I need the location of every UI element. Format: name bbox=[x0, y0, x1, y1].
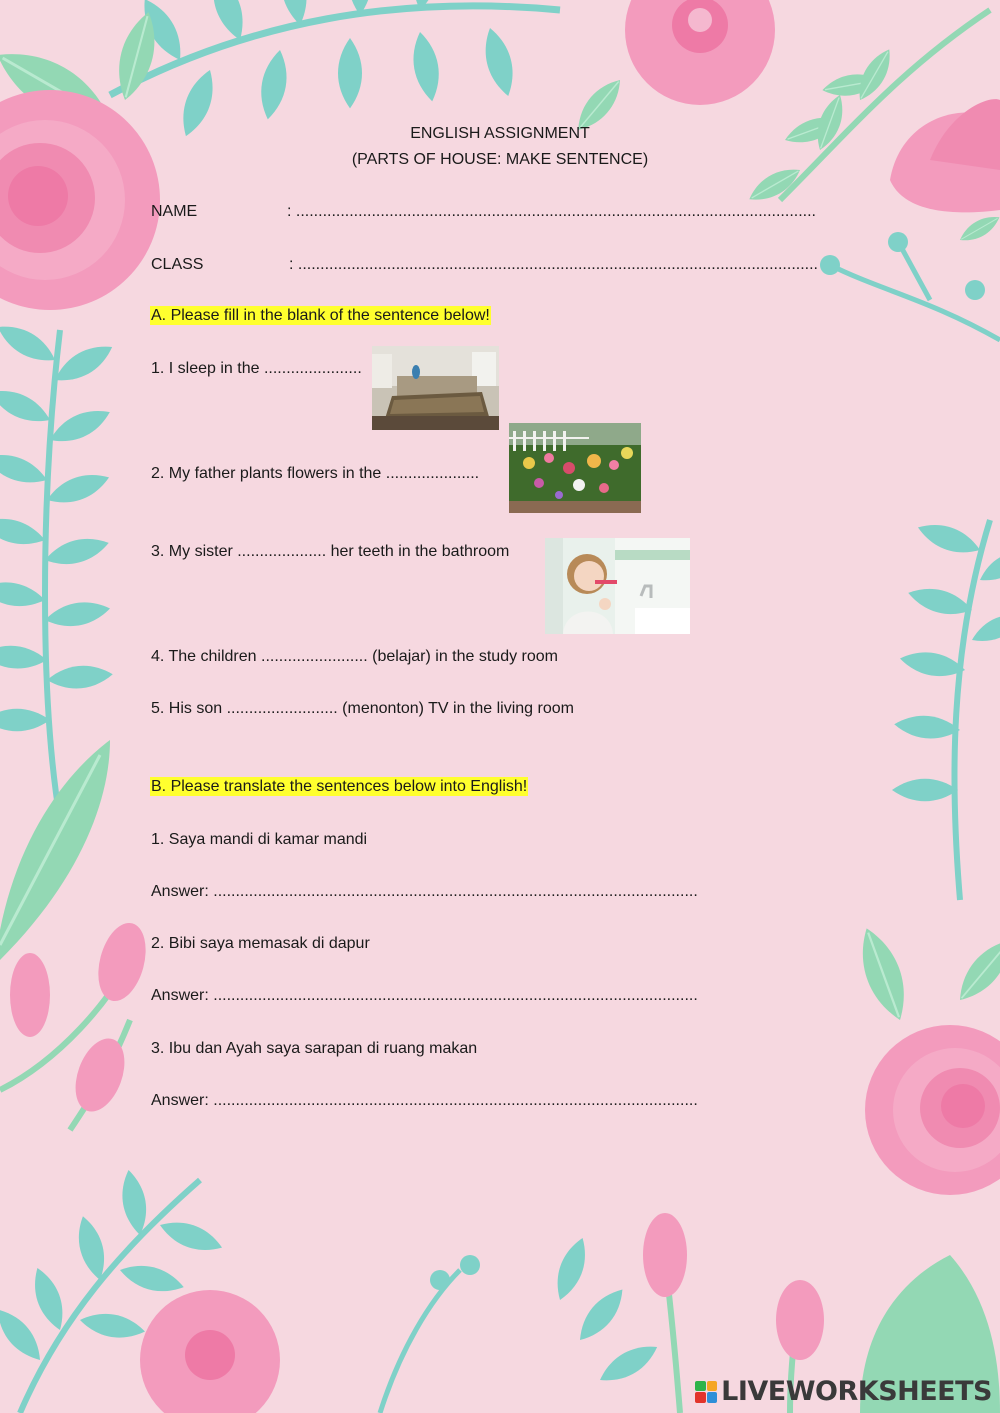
class-field[interactable]: : ..................................................................................................................... bbox=[289, 256, 818, 273]
bottom-center-leaves-icon bbox=[380, 1234, 663, 1413]
section-a-item-5[interactable]: 5. His son ......................... (menonton) TV in the living room bbox=[151, 700, 574, 717]
left-fern-icon bbox=[0, 317, 118, 820]
top-center-flower-icon bbox=[625, 0, 775, 105]
bottom-left-flower-icon bbox=[140, 1290, 280, 1413]
name-field[interactable]: : ..................................................................................................................... bbox=[287, 203, 816, 220]
section-a-item-1[interactable]: 1. I sleep in the ...................... bbox=[151, 360, 362, 377]
liveworksheets-text: LIVEWORKSHEETS bbox=[721, 1376, 992, 1407]
section-b-answer-3[interactable]: Answer: ............................................................................................................. bbox=[151, 1092, 698, 1109]
section-b-question-2: 2. Bibi saya memasak di dapur bbox=[151, 935, 370, 952]
page-title: ENGLISH ASSIGNMENT bbox=[410, 125, 590, 142]
section-a-item-4[interactable]: 4. The children ........................ (belajar) in the study room bbox=[151, 648, 558, 665]
liveworksheets-branding[interactable] bbox=[695, 1376, 992, 1407]
right-fern-icon bbox=[892, 517, 1000, 900]
name-label: NAME bbox=[151, 203, 198, 220]
section-b-question-3: 3. Ibu dan Ayah saya sarapan di ruang makan bbox=[151, 1040, 478, 1057]
top-left-rose-icon bbox=[0, 90, 160, 310]
right-berry-branch-icon bbox=[820, 210, 1000, 340]
top-left-leaf-branch-icon bbox=[110, 0, 560, 140]
section-a-item-2[interactable]: 2. My father plants flowers in the ..................... bbox=[151, 465, 480, 482]
section-b-question-1: 1. Saya mandi di kamar mandi bbox=[151, 831, 368, 848]
left-tulip-buds-icon bbox=[0, 918, 154, 1130]
section-a-instruction: A. Please fill in the blank of the sentence below! bbox=[151, 307, 490, 324]
section-a-item-3[interactable]: 3. My sister .................... her teeth in the bathroom bbox=[151, 543, 510, 560]
section-b-answer-1[interactable]: Answer: ............................................................................................................. bbox=[151, 883, 698, 900]
right-rose-icon bbox=[865, 1025, 1000, 1195]
garden-photo bbox=[509, 423, 641, 513]
page-subtitle: (PARTS OF HOUSE: MAKE SENTENCE) bbox=[351, 151, 649, 168]
section-b-answer-2[interactable]: Answer: ............................................................................................................. bbox=[151, 987, 698, 1004]
bedroom-photo bbox=[372, 346, 499, 430]
right-green-leaves-icon bbox=[851, 923, 1000, 1026]
class-label: CLASS bbox=[151, 256, 204, 273]
section-b-instruction: B. Please translate the sentences below into English! bbox=[151, 778, 528, 795]
girl-brushing-teeth-photo bbox=[545, 538, 690, 634]
liveworksheets-logo-icon bbox=[695, 1381, 717, 1403]
